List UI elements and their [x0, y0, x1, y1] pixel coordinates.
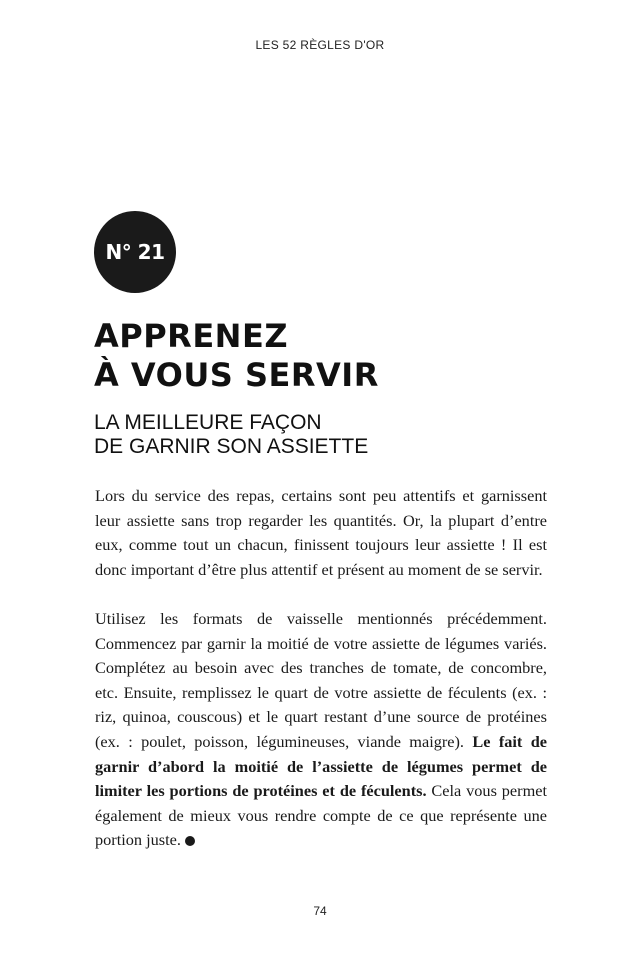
paragraph-2-text-before: Utilisez les formats de vaisselle mentionnés précédemment. Commencez par garnir la moitié de votre assiette de légumes variés. Complétez au besoin avec des tranches de tomate, de concombre, etc. Ensuite, remplissez le quart de votre assiette de féculents (ex. : riz, quinoa, couscous) et le quart restant d’une source de protéines (ex. : poulet, poisson, légumineuses, viande maigre). [95, 608, 547, 751]
page-title [94, 317, 554, 395]
paragraph-2-bold: Le fait de garnir d’abord la moitié de l’assiette de légumes permet de limiter les portions de protéines et de féculents. [95, 731, 547, 801]
page-number: 74 [313, 904, 327, 918]
running-head: LES 52 RÈGLES D'OR [255, 38, 385, 52]
rule-number-badge: N° 21 [94, 211, 176, 293]
title-line-2: À VOUS SERVIR [94, 356, 379, 394]
title-line-1: APPRENEZ [94, 317, 289, 355]
paragraph-1: Lors du service des repas, certains sont peu attentifs et garnissent leur assiette sans trop regarder les quantités. Or, la plupart d’entre eux, comme tout un chacun, finissent toujours leur assiette ! Il est donc important d’être plus attentif et présent au moment de se servir. [95, 486, 547, 579]
subtitle-line-2: DE GARNIR SON ASSIETTE [94, 435, 369, 458]
filled-circle-icon [185, 836, 195, 846]
page-subtitle [94, 411, 554, 459]
subtitle-line-1: LA MEILLEURE FAÇON [94, 411, 322, 434]
paragraph-2-text-after: Cela vous permet également de mieux vous rendre compte de ce que représente une portion juste. [95, 781, 547, 850]
paragraph-2 [95, 607, 547, 853]
body-text [95, 484, 547, 853]
